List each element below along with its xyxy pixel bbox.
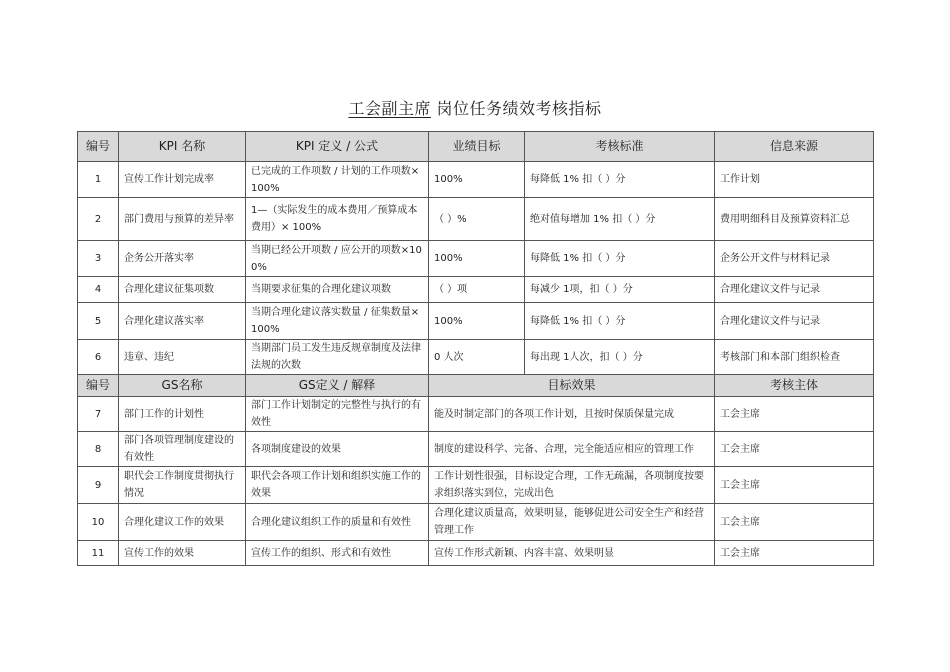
header-gs-definition: GS定义 / 解释 — [246, 375, 429, 397]
cell-no: 1 — [78, 162, 119, 198]
gs-row — [78, 541, 874, 566]
cell-gs-definition: 部门工作计划制定的完整性与执行的有效性 — [246, 397, 429, 432]
kpi-row — [78, 303, 874, 340]
cell-kpi-definition: 当期已经公开项数 / 应公开的项数×100% — [246, 241, 429, 277]
kpi-row — [78, 198, 874, 241]
cell-gs-name: 职代会工作制度贯彻执行情况 — [119, 467, 246, 504]
header-kpi-definition: KPI 定义 / 公式 — [246, 132, 429, 162]
cell-effect: 能及时制定部门的各项工作计划，且按时保质保量完成 — [429, 397, 715, 432]
cell-gs-definition: 各项制度建设的效果 — [246, 432, 429, 467]
cell-subject: 工会主席 — [715, 467, 874, 504]
cell-effect: 合理化建议质量高，效果明显，能够促进公司安全生产和经营管理工作 — [429, 504, 715, 541]
cell-target: 100% — [429, 241, 525, 277]
title-position: 工会副主席 — [348, 99, 431, 118]
cell-kpi-name: 部门费用与预算的差异率 — [119, 198, 246, 241]
cell-gs-definition: 宣传工作的组织、形式和有效性 — [246, 541, 429, 566]
cell-kpi-definition: 1—（实际发生的成本费用／预算成本费用）× 100% — [246, 198, 429, 241]
kpi-row — [78, 340, 874, 375]
cell-subject: 工会主席 — [715, 541, 874, 566]
cell-source: 合理化建议文件与记录 — [715, 303, 874, 340]
cell-gs-definition: 合理化建议组织工作的质量和有效性 — [246, 504, 429, 541]
header-source: 信息来源 — [715, 132, 874, 162]
cell-standard: 每出现 1人次，扣（ ）分 — [525, 340, 715, 375]
cell-source: 考核部门和本部门组织检查 — [715, 340, 874, 375]
cell-standard: 绝对值每增加 1% 扣（ ）分 — [525, 198, 715, 241]
cell-source: 工作计划 — [715, 162, 874, 198]
cell-kpi-name: 合理化建议落实率 — [119, 303, 246, 340]
cell-gs-name: 宣传工作的效果 — [119, 541, 246, 566]
cell-kpi-definition: 当期部门员工发生违反规章制度及法律法规的次数 — [246, 340, 429, 375]
cell-effect: 工作计划性很强，目标设定合理，工作无疏漏，各项制度按要求组织落实到位，完成出色 — [429, 467, 715, 504]
cell-kpi-name: 企务公开落实率 — [119, 241, 246, 277]
table-body — [78, 132, 874, 566]
header-no: 编号 — [78, 375, 119, 397]
gs-row — [78, 467, 874, 504]
cell-standard: 每降低 1% 扣（ ）分 — [525, 241, 715, 277]
cell-target: 0 人次 — [429, 340, 525, 375]
cell-gs-name: 部门工作的计划性 — [119, 397, 246, 432]
cell-subject: 工会主席 — [715, 432, 874, 467]
cell-standard: 每降低 1% 扣（ ）分 — [525, 303, 715, 340]
cell-target: 100% — [429, 162, 525, 198]
cell-no: 8 — [78, 432, 119, 467]
cell-no: 5 — [78, 303, 119, 340]
cell-target: （ ）项 — [429, 277, 525, 303]
gs-row — [78, 432, 874, 467]
cell-no: 11 — [78, 541, 119, 566]
kpi-row — [78, 241, 874, 277]
cell-no: 2 — [78, 198, 119, 241]
cell-no: 9 — [78, 467, 119, 504]
cell-target: 100% — [429, 303, 525, 340]
cell-no: 6 — [78, 340, 119, 375]
cell-kpi-definition: 当期要求征集的合理化建议项数 — [246, 277, 429, 303]
cell-no: 4 — [78, 277, 119, 303]
cell-subject: 工会主席 — [715, 504, 874, 541]
cell-effect: 宣传工作形式新颖、内容丰富、效果明显 — [429, 541, 715, 566]
title-rest: 岗位任务绩效考核指标 — [436, 99, 602, 118]
cell-kpi-definition: 当期合理化建议落实数量 / 征集数量× 100% — [246, 303, 429, 340]
cell-source: 合理化建议文件与记录 — [715, 277, 874, 303]
kpi-row — [78, 277, 874, 303]
cell-gs-name: 合理化建议工作的效果 — [119, 504, 246, 541]
cell-subject: 工会主席 — [715, 397, 874, 432]
cell-gs-name: 部门各项管理制度建设的有效性 — [119, 432, 246, 467]
gs-header-row — [78, 375, 874, 397]
gs-row — [78, 504, 874, 541]
cell-kpi-name: 合理化建议征集项数 — [119, 277, 246, 303]
gs-row — [78, 397, 874, 432]
kpi-row — [78, 162, 874, 198]
header-gs-name: GS名称 — [119, 375, 246, 397]
cell-no: 10 — [78, 504, 119, 541]
cell-no: 7 — [78, 397, 119, 432]
cell-kpi-name: 违章、违纪 — [119, 340, 246, 375]
kpi-header-row — [78, 132, 874, 162]
header-target: 业绩目标 — [429, 132, 525, 162]
cell-standard: 每降低 1% 扣（ ）分 — [525, 162, 715, 198]
kpi-table — [77, 131, 874, 566]
header-effect: 目标效果 — [429, 375, 715, 397]
cell-target: （ ）% — [429, 198, 525, 241]
cell-kpi-definition: 已完成的工作项数 / 计划的工作项数×100% — [246, 162, 429, 198]
cell-no: 3 — [78, 241, 119, 277]
cell-effect: 制度的建设科学、完备、合理，完全能适应相应的管理工作 — [429, 432, 715, 467]
header-no: 编号 — [78, 132, 119, 162]
cell-kpi-name: 宣传工作计划完成率 — [119, 162, 246, 198]
cell-source: 企务公开文件与材料记录 — [715, 241, 874, 277]
cell-gs-definition: 职代会各项工作计划和组织实施工作的效果 — [246, 467, 429, 504]
page-title — [0, 96, 950, 119]
header-subject: 考核主体 — [715, 375, 874, 397]
cell-standard: 每减少 1项，扣（ ）分 — [525, 277, 715, 303]
header-kpi-name: KPI 名称 — [119, 132, 246, 162]
cell-source: 费用明细科目及预算资料汇总 — [715, 198, 874, 241]
header-standard: 考核标准 — [525, 132, 715, 162]
